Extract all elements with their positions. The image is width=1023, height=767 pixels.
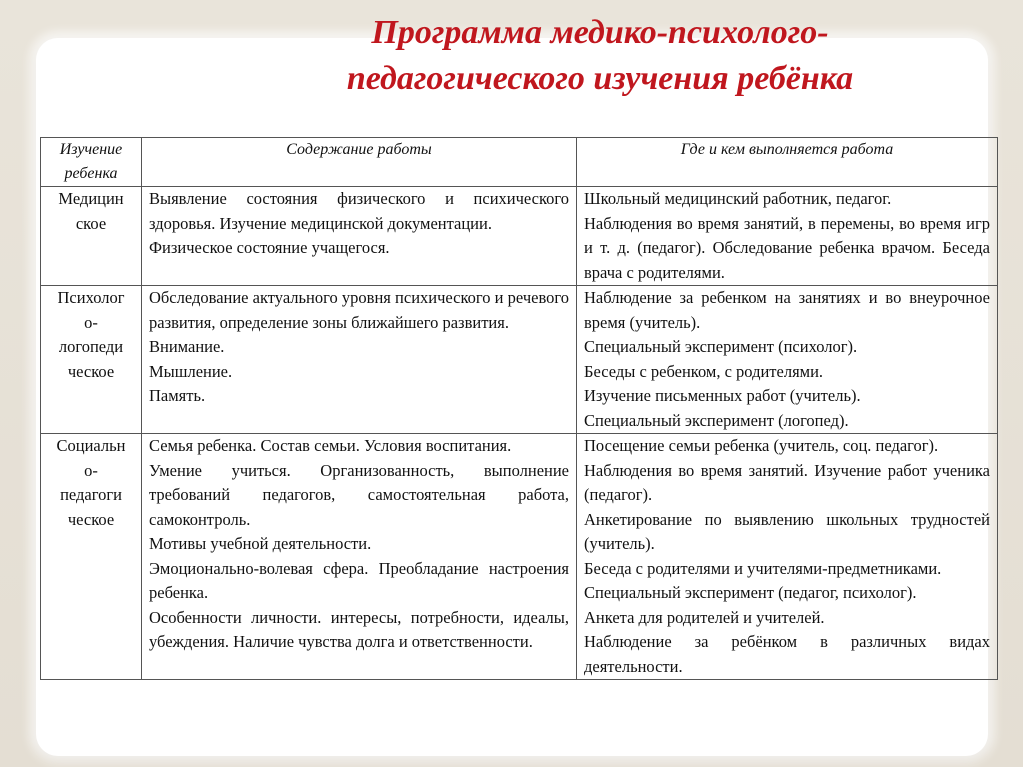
area-cell [41, 434, 142, 680]
who-item: Специальный эксперимент (психолог). [584, 337, 858, 356]
content-item: Семья ребенка. Состав семьи. Условия воспитания. [149, 436, 512, 455]
area-text: о- [84, 460, 98, 480]
who-item: Анкета для родителей и учителей. [584, 607, 825, 627]
area-text: логопеди [58, 337, 124, 356]
who-item: Наблюдения во время занятий, в перемены, во время игр и т. д. (педагог). Обследование ребенка врачом. Беседа врача с родителями. [584, 213, 990, 282]
table-row-social [41, 434, 998, 680]
area-cell [41, 286, 142, 434]
who-cell [577, 434, 998, 680]
title-line-2: педагогического изучения ребёнка [346, 60, 854, 97]
content-item: Мотивы учебной деятельности. [149, 534, 372, 553]
who-item: Специальный эксперимент (педагог, психолог). [584, 583, 917, 602]
table-row-psychological [41, 286, 998, 434]
area-text: ское [75, 213, 107, 233]
study-program-table [40, 137, 998, 680]
area-text: о- [84, 312, 98, 332]
content-item: Память. [149, 386, 206, 405]
content-cell [142, 434, 577, 680]
header-content: Содержание работы [142, 138, 577, 187]
area-text: Медицин [58, 189, 124, 208]
area-text: ческое [67, 361, 115, 381]
area-text: педагоги [60, 485, 122, 504]
content-cell [142, 187, 577, 286]
who-item: Наблюдение за ребёнком в различных видах деятельности. [584, 632, 990, 676]
content-item: Выявление состояния физического и психического здоровья. Изучение медицинской документации. [149, 189, 569, 233]
area-cell [41, 187, 142, 286]
who-item: Беседа с родителями и учителями-предметниками. [584, 558, 942, 578]
content-item: Обследование актуального уровня психического и речевого развития, определение зоны ближайшего развития. [149, 288, 569, 332]
who-item: Посещение семьи ребенка (учитель, соц. педагог). [584, 436, 939, 455]
who-cell [577, 286, 998, 434]
table-row-medical [41, 187, 998, 286]
who-item: Изучение письменных работ (учитель). [584, 386, 861, 405]
who-item: Специальный эксперимент (логопед). [584, 410, 849, 430]
content-item: Особенности личности. интересы, потребности, идеалы, убеждения. Наличие чувства долга и ответственности. [149, 607, 569, 651]
content-item: Внимание. [149, 337, 225, 356]
header-area: Изучение ребенка [41, 138, 142, 187]
table-header-row [41, 138, 998, 187]
who-item: Наблюдения во время занятий. Изучение работ ученика (педагог). [584, 460, 990, 504]
area-text: Психолог [57, 288, 125, 307]
header-who: Где и кем выполняется работа [577, 138, 998, 187]
who-item: Анкетирование по выявлению школьных трудностей (учитель). [584, 509, 990, 553]
area-text: Социальн [56, 436, 126, 455]
content-cell [142, 286, 577, 434]
content-item: Физическое состояние учащегося. [149, 238, 390, 257]
area-text: ческое [67, 509, 115, 529]
content-item: Эмоционально-волевая сфера. Преобладание настроения ребенка. [149, 558, 569, 602]
title-line-1: Программа медико-психолого- [371, 14, 829, 51]
content-item: Умение учиться. Организованность, выполнение требований педагогов, самостоятельная работа, самоконтроль. [149, 460, 569, 529]
page-title [250, 10, 950, 102]
who-item: Беседы с ребенком, с родителями. [584, 361, 824, 381]
who-item: Наблюдение за ребенком на занятиях и во внеурочное время (учитель). [584, 288, 990, 332]
content-item: Мышление. [149, 361, 233, 381]
who-cell [577, 187, 998, 286]
who-item: Школьный медицинский работник, педагог. [584, 189, 892, 208]
